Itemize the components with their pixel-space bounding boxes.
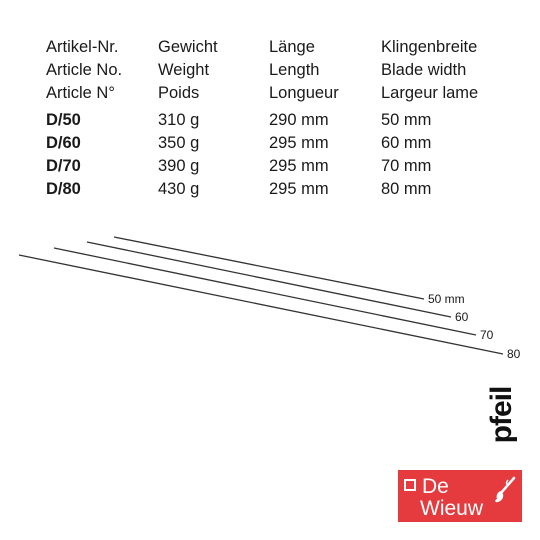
article-code: D/60 xyxy=(46,134,81,152)
brand-name: pfeil xyxy=(485,386,518,444)
length-cell: 290 mm xyxy=(269,111,329,129)
length-cell: 295 mm xyxy=(269,134,329,152)
blade-label-60: 60 xyxy=(455,310,469,324)
header-cell: Weight xyxy=(158,61,210,79)
blade-width-cell: 60 mm xyxy=(381,134,432,152)
header-cell: Blade width xyxy=(381,61,467,79)
blade-label-50: 50 mm xyxy=(428,292,465,306)
header-cell: Poids xyxy=(158,84,200,102)
logo-text-line2: Wieuw xyxy=(420,497,484,520)
article-code: D/70 xyxy=(46,157,81,175)
blade-label-80: 80 xyxy=(507,347,521,361)
weight-cell: 390 g xyxy=(158,157,200,175)
header-cell: Longueur xyxy=(269,84,339,102)
header-cell: Largeur lame xyxy=(381,84,479,102)
article-code: D/80 xyxy=(46,180,81,198)
header-cell: Article No. xyxy=(46,61,123,79)
weight-cell: 310 g xyxy=(158,111,200,129)
article-code: D/50 xyxy=(46,111,81,129)
blade-width-cell: 70 mm xyxy=(381,157,432,175)
header-cell: Gewicht xyxy=(158,38,218,56)
length-cell: 295 mm xyxy=(269,157,329,175)
header-cell: Klingenbreite xyxy=(381,38,478,56)
blade-line-50 xyxy=(114,237,424,299)
blade-line-70 xyxy=(54,248,476,335)
blade-width-cell: 80 mm xyxy=(381,180,432,198)
brand-mark xyxy=(480,380,524,450)
header-cell: Länge xyxy=(269,38,315,56)
paintbrush-icon xyxy=(492,476,518,506)
header-cell: Article N° xyxy=(46,84,115,102)
weight-cell: 350 g xyxy=(158,134,200,152)
logo-text-line1: De xyxy=(422,475,449,498)
blade-label-70: 70 xyxy=(480,328,494,342)
blade-width-cell: 50 mm xyxy=(381,111,432,129)
store-logo xyxy=(398,470,522,522)
header-cell: Length xyxy=(269,61,320,79)
square-outline-icon xyxy=(404,479,416,491)
length-cell: 295 mm xyxy=(269,180,329,198)
weight-cell: 430 g xyxy=(158,180,200,198)
header-cell: Artikel-Nr. xyxy=(46,38,119,56)
